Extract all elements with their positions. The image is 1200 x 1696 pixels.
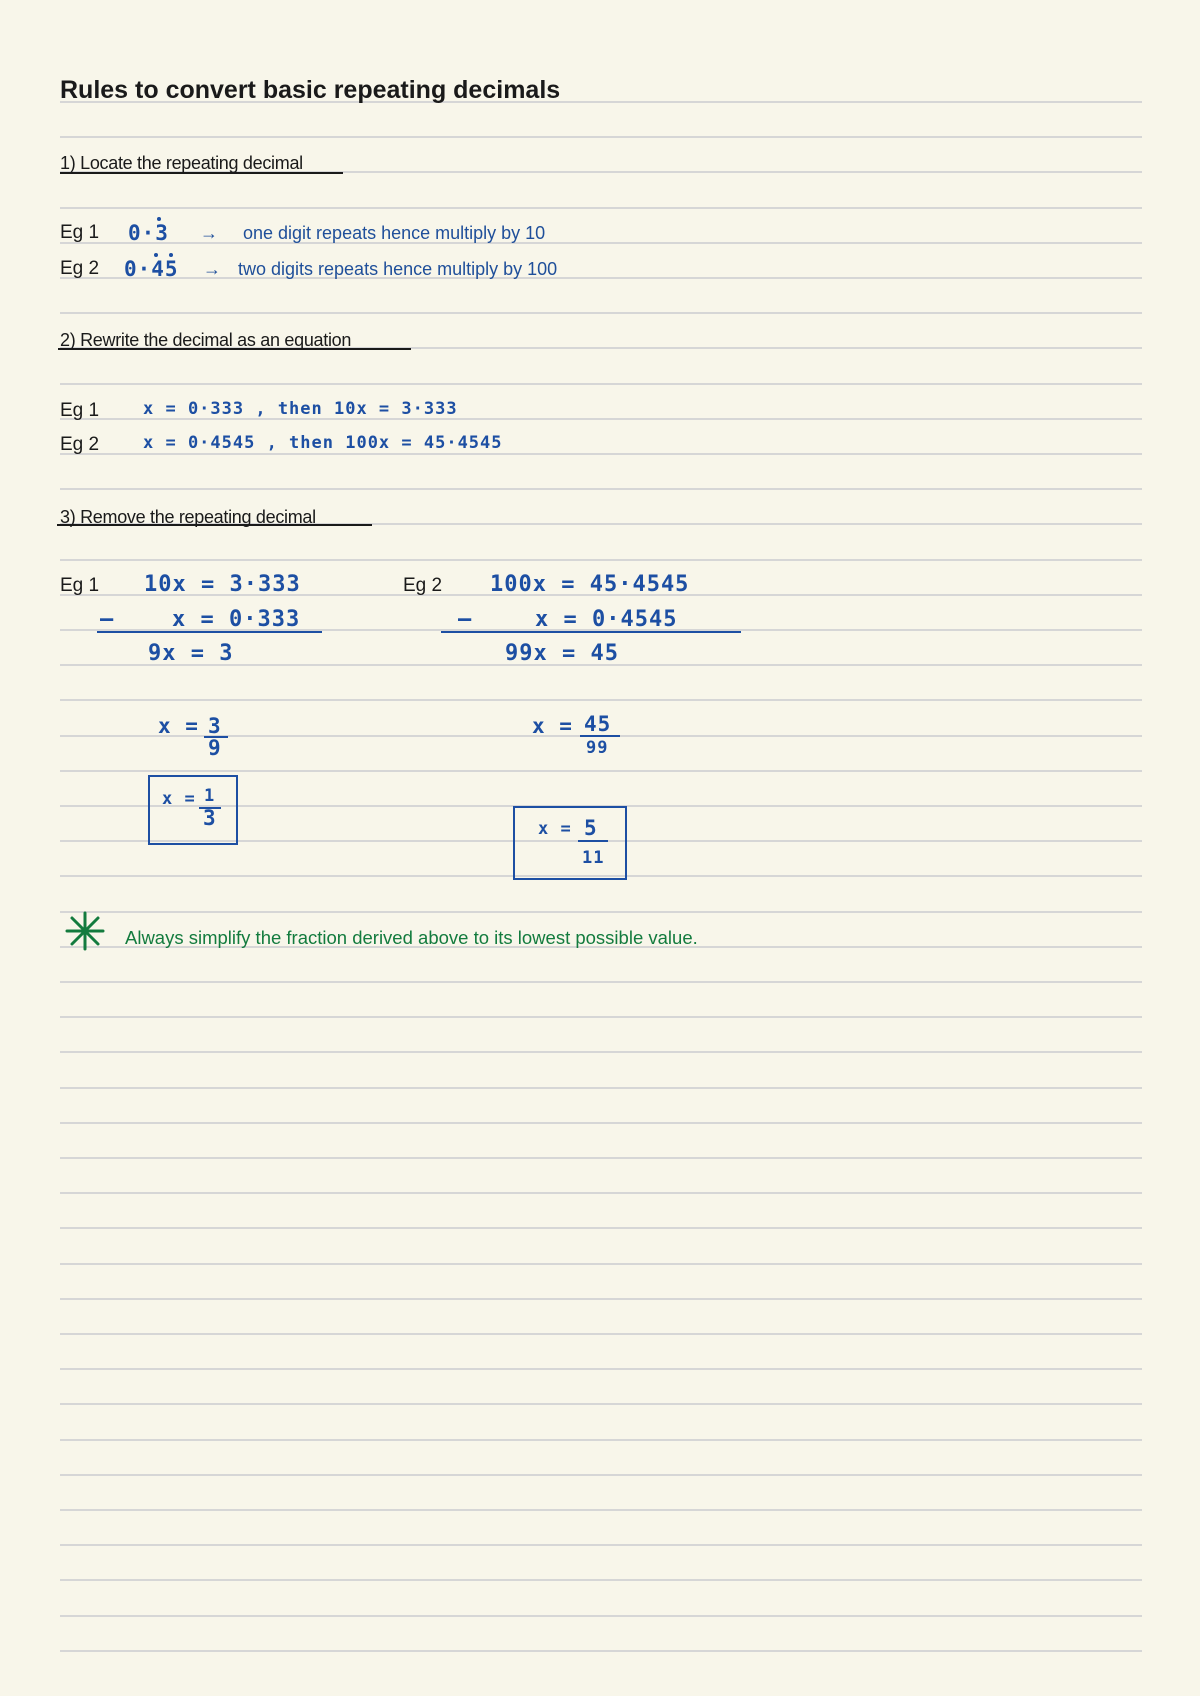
step3-eg2-subtraction-line	[441, 631, 741, 633]
step3-eg1-answer-num: 1	[204, 786, 216, 806]
ruled-line	[60, 207, 1142, 209]
simplify-note: Always simplify the fraction derived above to its lowest possible value.	[125, 927, 698, 948]
step3-eg2-fraction-num: 45	[584, 712, 612, 736]
ruled-line	[60, 1509, 1142, 1511]
ruled-line	[60, 242, 1142, 244]
ruled-line	[60, 981, 1142, 983]
step3-eg2-label: Eg 2	[403, 575, 443, 596]
ruled-line	[60, 383, 1142, 385]
step2-eg1-label: Eg 1	[60, 400, 100, 421]
step1-eg2-note: two digits repeats hence multiply by 100	[238, 259, 558, 279]
repeat-dot	[157, 217, 161, 221]
step3-eg2-answer-box	[513, 806, 627, 880]
ruled-line	[60, 911, 1142, 913]
ruled-line	[60, 1439, 1142, 1441]
step3-eg1-label: Eg 1	[60, 575, 100, 596]
step3-eg2-answer-den: 11	[582, 848, 605, 868]
ruled-line	[60, 453, 1142, 455]
step3-eg2-answer-num: 5	[584, 816, 598, 840]
step3-eg2-fraction-lhs: x =	[532, 714, 573, 738]
step2-heading: 2) Rewrite the decimal as an equation	[60, 330, 352, 350]
ruled-line	[60, 559, 1142, 561]
ruled-line	[60, 1650, 1142, 1652]
step1-eg2-decimal: 0·45	[124, 257, 179, 281]
ruled-line	[60, 312, 1142, 314]
ruled-line	[60, 1227, 1142, 1229]
step3-eg1-fraction-lhs: x =	[158, 714, 199, 738]
repeat-dot	[154, 253, 158, 257]
step3-eg1-answer-den: 3	[203, 806, 217, 830]
ruled-line	[60, 1579, 1142, 1581]
ruled-line	[60, 1298, 1142, 1300]
step3-eg2-line2: x = 0·4545	[535, 607, 678, 632]
step3-eg2-line3: 99x = 45	[505, 641, 619, 666]
step3-eg1-answer-box	[148, 775, 238, 845]
ruled-line	[60, 1544, 1142, 1546]
step3-eg2-answer-lhs: x =	[538, 819, 572, 839]
step3-eg1-subtraction-line	[97, 631, 322, 633]
step1-eg2-label: Eg 2	[60, 258, 100, 279]
step1-eg1-arrow: →	[200, 223, 218, 243]
ruled-line	[60, 1263, 1142, 1265]
ruled-line	[60, 1474, 1142, 1476]
step1-eg1-note: one digit repeats hence multiply by 10	[243, 223, 546, 243]
ruled-line	[60, 1157, 1142, 1159]
step1-eg1-label: Eg 1	[60, 222, 100, 243]
step1-heading: 1) Locate the repeating decimal	[60, 153, 303, 173]
ruled-line	[60, 1016, 1142, 1018]
ruled-line	[60, 699, 1142, 701]
step3-eg1-fraction-den: 9	[208, 736, 222, 760]
ruled-line	[60, 1615, 1142, 1617]
repeat-dot	[169, 253, 173, 257]
step3-heading-underline	[57, 524, 372, 526]
ruled-line	[60, 1192, 1142, 1194]
ruled-line	[60, 1087, 1142, 1089]
step3-eg2-line1: 100x = 45·4545	[490, 572, 690, 597]
step2-heading-underline	[58, 348, 411, 350]
page-title: Rules to convert basic repeating decimals	[60, 76, 561, 104]
step3-eg1-minus: –	[100, 607, 115, 632]
step3-eg2-fraction-bar	[580, 735, 620, 737]
asterisk-star-icon	[64, 910, 106, 952]
ruled-line	[60, 1333, 1142, 1335]
ruled-line	[60, 136, 1142, 138]
step3-eg1-answer-lhs: x =	[162, 789, 196, 809]
step3-eg1-line2: x = 0·333	[172, 607, 301, 632]
step2-eg1-equation: x = 0·333 , then 10x = 3·333	[143, 399, 458, 419]
step1-eg2-arrow: →	[203, 259, 221, 279]
ruled-line	[60, 770, 1142, 772]
step1-eg1-decimal: 0·3	[128, 221, 169, 245]
ruled-line	[60, 1403, 1142, 1405]
step3-eg2-minus: –	[458, 607, 473, 632]
step2-eg2-label: Eg 2	[60, 434, 100, 455]
step3-eg2-fraction-den: 99	[586, 738, 609, 758]
ruled-line	[60, 1051, 1142, 1053]
step3-eg1-line3: 9x = 3	[148, 641, 234, 666]
ruled-line	[60, 277, 1142, 279]
step3-eg1-fraction-num: 3	[208, 714, 222, 738]
step2-eg2-equation: x = 0·4545 , then 100x = 45·4545	[143, 433, 503, 453]
ruled-line	[60, 1368, 1142, 1370]
ruled-line	[60, 488, 1142, 490]
step3-heading: 3) Remove the repeating decimal	[60, 507, 316, 527]
step3-eg1-line1: 10x = 3·333	[144, 572, 301, 597]
ruled-line	[60, 1122, 1142, 1124]
step1-heading-underline	[60, 172, 343, 174]
step3-eg2-answer-bar	[578, 840, 608, 842]
